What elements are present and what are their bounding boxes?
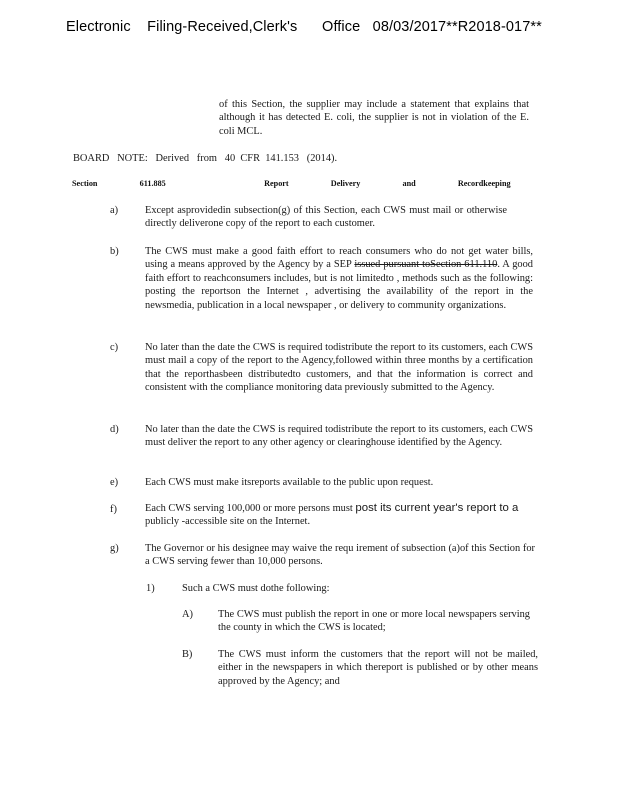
item-label: c) (110, 342, 119, 353)
item-b-text-before: The CWS must make a good faith effort to reach consumers who do not get water bills, using a means approved by the Agency by a SEP (145, 246, 533, 271)
item-f-text-after: publicly -accessible site on the Internet. (145, 516, 311, 528)
item-label: e) (110, 477, 119, 488)
filing-header: Electronic Filing-Received,Clerk's Office 08/03/2017**R2018-017** (66, 19, 542, 35)
item-gA-text: The CWS must publish the report in one or more local newspapers serving the county in which the CWS is located; (218, 609, 530, 634)
item-f-text-large: post its current year's report to a (355, 502, 519, 514)
item-label: g) (110, 543, 119, 554)
item-d-text: No later than the date the CWS is required todistribute the report to its customers, each CWS must deliver the report to any other agency or clearinghouse identified by the Agency. (145, 424, 533, 449)
item-label: d) (110, 424, 119, 435)
item-b-text (145, 245, 533, 312)
item-f-text-before: Each CWS serving 100,000 or more persons must (145, 503, 353, 514)
continuation-paragraph: of this Section, the supplier may include a statement that explains that although it has detected E. coli, the supplier is not in violation of the E. coli MCL. (219, 99, 529, 137)
item-label: a) (110, 205, 119, 216)
item-g1-text: Such a CWS must dothe following: (182, 583, 330, 594)
item-g-text: The Governor or his designee may waive the requ irement of subsection (a)of this Section for a CWS serving fewer than 10,000 persons. (145, 543, 535, 568)
item-label: f) (110, 504, 117, 515)
board-note: BOARD NOTE: Derived from 40 CFR 141.153 (2014). (73, 153, 338, 164)
item-label: A) (182, 609, 193, 620)
item-c-text: No later than the date the CWS is required todistribute the report to its customers, each CWS must mail a copy of the report to the Agency,followed within three months by a certification that the reporthasbeen distributedto customers, and that the information is correct and consistent with the compliance monitoring data previously submitted to the Agency. (145, 342, 533, 394)
item-label: 1) (146, 583, 155, 594)
item-f-text (145, 502, 555, 529)
item-label: b) (110, 246, 119, 257)
item-e-text: Each CWS must make itsreports available to the public upon request. (145, 477, 434, 488)
item-a-text: Except asprovidedin subsection(g) of this Section, each CWS must mail or otherwise directly deliverone copy of the report to each customer. (145, 205, 507, 230)
section-number: Section 611.885 (72, 179, 166, 188)
item-b-struck-text: issued pursuant toSection 611.110 (354, 259, 498, 271)
item-gB-text: The CWS must inform the customers that the report will not be mailed, either in the newspapers in which thereport is published or by other means approved by the Agency; and (218, 649, 538, 687)
item-b-text-after: . A good faith effort to reachconsumers includes, but is not limitedto , methods such as the following: posting the reportson the Internet , advertising the availability of the report in the newsmedia, publication in a local newspaper , or delivery to community organizations. (145, 259, 533, 311)
item-label: B) (182, 649, 193, 660)
section-title: Report Delivery and Recordkeeping (264, 179, 511, 188)
section-heading (72, 179, 511, 188)
